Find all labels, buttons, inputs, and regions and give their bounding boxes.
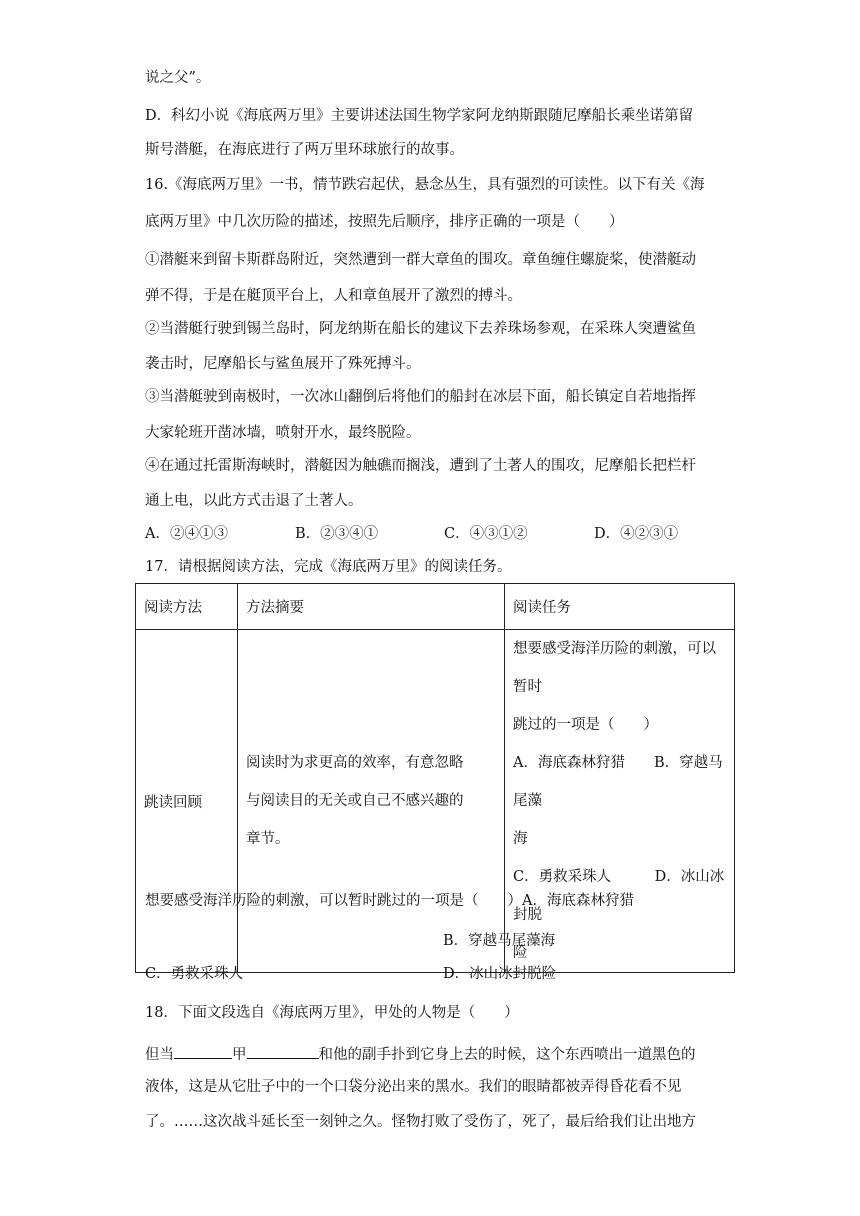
task-line: C．勇救采珠人 D．冰山冰封脱 — [513, 869, 725, 923]
q17-option-c[interactable]: C．勇救采珠人 — [145, 966, 244, 982]
passage-text: 和他的副手扑到它身上去的时候，这个东西喷出一道黑色的 — [318, 1047, 696, 1063]
event-3-cont: 大家轮班开凿冰墙，喷射开水，最终脱险。 — [145, 425, 421, 441]
text-line: 斯号潜艇，在海底进行了两万里环球旅行的故事。 — [145, 142, 464, 158]
event-1: ①潜艇来到留卡斯群岛附近，突然遭到一群大章鱼的围攻。章鱼缠住螺旋桨，使潜艇动 — [145, 252, 696, 268]
q16-option-c[interactable]: C．④③①② — [444, 526, 528, 542]
event-2-cont: 袭击时，尼摩船长与鲨鱼展开了殊死搏斗。 — [145, 356, 421, 372]
table-header: 方法摘要 — [238, 584, 505, 630]
q16-option-a[interactable]: A．②④①③ — [145, 526, 228, 542]
text-line: 说之父”。 — [145, 70, 211, 86]
question-16-stem: 16.《海底两万里》一书，情节跌宕起伏，悬念丛生，具有强烈的可读性。以下有关《海 — [145, 177, 705, 193]
q17-stem: 想要感受海洋历险的刺激，可以暂时跳过的一项是（ ）A．海底森林狩猎 — [145, 893, 634, 909]
event-2: ②当潜艇行驶到锡兰岛时，阿龙纳斯在船长的建议下去养珠场参观，在采珠人突遭鲨鱼 — [145, 321, 696, 337]
reading-method-table — [135, 583, 735, 973]
table-header: 阅读任务 — [505, 584, 735, 630]
summary-line: 章节。 — [246, 831, 290, 847]
q18-passage-line: 液体，这是从它肚子中的一个口袋分泌出来的黑水。我们的眼睛都被弄得昏花看不见 — [145, 1079, 682, 1095]
event-3: ③当潜艇驶到南极时，一次冰山翻倒后将他们的船封在冰层下面，船长镇定自若地指挥 — [145, 389, 696, 405]
blank-line — [174, 1042, 232, 1059]
q18-passage-line: 了。……这次战斗延长至一刻钟之久。怪物打败了受伤了，死了，最后给我们让出地方 — [145, 1114, 696, 1130]
task-line: 想要感受海洋历险的刺激，可以暂时 — [513, 641, 716, 695]
blank-mark: 甲 — [232, 1047, 247, 1063]
summary-line: 与阅读目的无关或自己不感兴趣的 — [246, 793, 464, 809]
event-4: ④在通过托雷斯海峡时，潜艇因为触礁而搁浅，遭到了土著人的围攻，尼摩船长把栏杆 — [145, 458, 696, 474]
task-line: 海 — [513, 831, 528, 847]
q16-option-b[interactable]: B．②③④① — [295, 526, 379, 542]
text-line: D．科幻小说《海底两万里》主要讲述法国生物学家阿龙纳斯跟随尼摩船长乘坐诺第留 — [145, 108, 694, 124]
summary-line: 阅读时为求更高的效率，有意忽略 — [246, 755, 464, 771]
task-line: 跳过的一项是（ ） — [513, 717, 658, 733]
event-1-cont: 弹不得，于是在艇顶平台上，人和章鱼展开了激烈的搏斗。 — [145, 288, 522, 304]
passage-text: 但当 — [145, 1047, 174, 1063]
task-line: 险 — [513, 945, 528, 961]
q17-option-d[interactable]: D．冰山冰封脱险 — [443, 966, 557, 982]
question-16-stem-cont: 底两万里》中几次历险的描述，按照先后顺序，排序正确的一项是（ ） — [145, 214, 624, 230]
table-cell-method: 跳读回顾 — [136, 630, 238, 973]
question-18-title: 18．下面文段选自《海底两万里》，甲处的人物是（ ） — [145, 1005, 519, 1021]
table-header: 阅读方法 — [136, 584, 238, 630]
question-17-title: 17．请根据阅读方法，完成《海底两万里》的阅读任务。 — [145, 559, 512, 575]
task-line: A．海底森林狩猎 B．穿越马尾藻 — [513, 755, 723, 809]
table-cell-summary — [238, 630, 505, 973]
blank-line — [247, 1042, 319, 1059]
q16-option-d[interactable]: D．④②③① — [594, 526, 679, 542]
table-cell-task — [505, 630, 735, 973]
q18-passage-line — [145, 1042, 696, 1065]
event-4-cont: 通上电，以此方式击退了土著人。 — [145, 493, 363, 509]
q17-option-b[interactable]: B．穿越马尾藻海 — [443, 933, 556, 949]
